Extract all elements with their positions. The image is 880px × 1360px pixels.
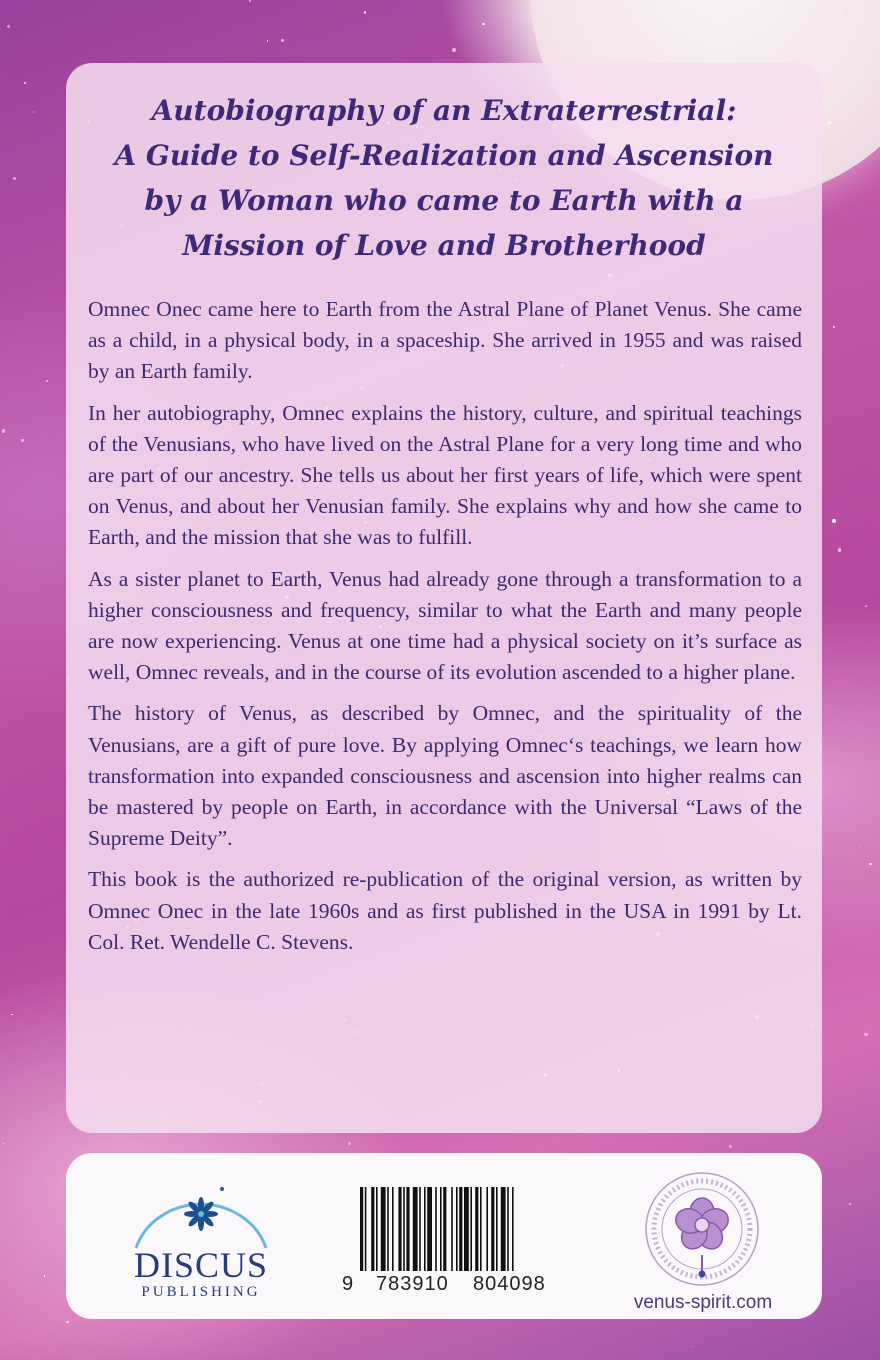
barcode-bar — [501, 1187, 506, 1271]
barcode-bar — [419, 1187, 421, 1271]
star — [832, 519, 836, 523]
barcode-bar — [464, 1187, 469, 1271]
star — [66, 1321, 68, 1323]
star — [859, 846, 860, 847]
star — [44, 1275, 46, 1277]
barcode-bar — [381, 1187, 386, 1271]
barcode-bar — [440, 1187, 442, 1271]
barcode-bar — [387, 1187, 389, 1271]
barcode-bar — [406, 1187, 409, 1271]
star — [691, 1346, 692, 1347]
barcode-bar — [392, 1187, 394, 1271]
blurb-paragraph: In her autobiography, Omnec explains the history, culture, and spiritual teachings of the Venusians, who have lived on the Astral Plane for a very long time and who are part of our ancestry. She tells us about her first years of life, which were spent on Venus, and about her Venusian family. She explains why and how she came to Earth, and the mission that she was to fulfill. — [88, 400, 802, 550]
barcode-left-digits: 783910 — [376, 1273, 449, 1295]
barcode-bar — [371, 1187, 374, 1271]
barcode-bar — [470, 1187, 472, 1271]
barcode-bar — [376, 1187, 378, 1271]
star — [864, 1033, 867, 1036]
title-line: A Guide to Self-Realization and Ascension — [114, 139, 774, 172]
barcode-bar — [403, 1187, 405, 1271]
barcode-bar — [512, 1187, 514, 1271]
star — [3, 1143, 5, 1145]
barcode-first-digit: 9 — [342, 1273, 354, 1295]
star — [33, 111, 35, 113]
publisher-name: DISCUS — [133, 1245, 269, 1285]
star — [849, 1203, 851, 1205]
star — [249, 0, 251, 2]
barcode-bar — [496, 1187, 498, 1271]
star — [833, 326, 835, 328]
barcode-bars — [360, 1187, 560, 1271]
barcode-bar — [360, 1187, 363, 1271]
star — [452, 48, 456, 52]
barcode-bar — [413, 1187, 418, 1271]
star — [46, 380, 48, 382]
blurb — [88, 294, 802, 968]
blurb-paragraph: The history of Venus, as described by Omnec, and the spirituality of the Venusians, are a gift of pure love. By applying Omnec‘s teachings, we learn how transformation into expanded consciousness and ascension into higher realms can be mastered by people on Earth, in accordance with the Universal “Laws of the Supreme Deity”. — [88, 701, 802, 851]
title-line: by a Woman who came to Earth with a — [144, 184, 744, 217]
barcode-bar — [427, 1187, 432, 1271]
star — [11, 1014, 12, 1015]
star — [2, 429, 6, 433]
barcode-bar — [443, 1187, 446, 1271]
barcode-bar — [480, 1187, 482, 1271]
star — [281, 39, 284, 42]
star — [7, 25, 10, 28]
star — [482, 23, 484, 25]
website-link[interactable]: venus-spirit.com — [633, 1292, 773, 1313]
star — [869, 863, 872, 866]
star — [838, 548, 842, 552]
book-title — [66, 88, 822, 268]
title-line: Mission of Love and Brotherhood — [182, 229, 706, 262]
blurb-paragraph: This book is the authorized re-publication of the original version, as written by Omnec Onec in the late 1960s and as first published in the USA in 1991 by Lt. Col. Ret. Wendelle C. Stevens. — [88, 867, 802, 954]
star — [21, 439, 24, 442]
barcode-bar — [435, 1187, 437, 1271]
publisher-subtitle: PUBLISHING — [141, 1284, 261, 1300]
star — [348, 1142, 351, 1145]
star — [877, 19, 879, 21]
star — [267, 40, 269, 42]
barcode-right-digits: 804098 — [473, 1273, 546, 1295]
blurb-paragraph: Omnec Onec came here to Earth from the Astral Plane of Planet Venus. She came as a child, in a physical body, in a spaceship. She arrived in 1955 and was raised by an Earth family. — [88, 297, 802, 384]
star — [729, 1145, 732, 1148]
blurb-paragraph: As a sister planet to Earth, Venus had already gone through a transformation to a higher consciousness and frequency, similar to what the Earth and many people are now experiencing. Venus at one time had a physical society on it’s surface as well, Omnec reveals, and in the course of its evolution ascended to a higher plane. — [88, 566, 802, 685]
barcode-bar — [507, 1187, 509, 1271]
barcode-bar — [365, 1187, 367, 1271]
venus-flower-seal-icon — [640, 1167, 764, 1291]
barcode-bar — [491, 1187, 494, 1271]
star — [828, 121, 831, 124]
title-line: Autobiography of an Extraterrestrial: — [151, 94, 737, 127]
star — [13, 177, 16, 180]
star — [865, 605, 867, 607]
barcode-bar — [398, 1187, 401, 1271]
barcode-bar — [451, 1187, 453, 1271]
star — [24, 82, 26, 84]
barcode-bar — [459, 1187, 462, 1271]
isbn-barcode — [336, 1187, 574, 1299]
barcode-bar — [475, 1187, 478, 1271]
barcode-bar — [456, 1187, 458, 1271]
barcode-bar — [486, 1187, 488, 1271]
publisher-logo — [126, 1172, 276, 1312]
barcode-bar — [424, 1187, 426, 1271]
lotus-star-icon — [126, 1172, 276, 1252]
star — [364, 11, 366, 13]
